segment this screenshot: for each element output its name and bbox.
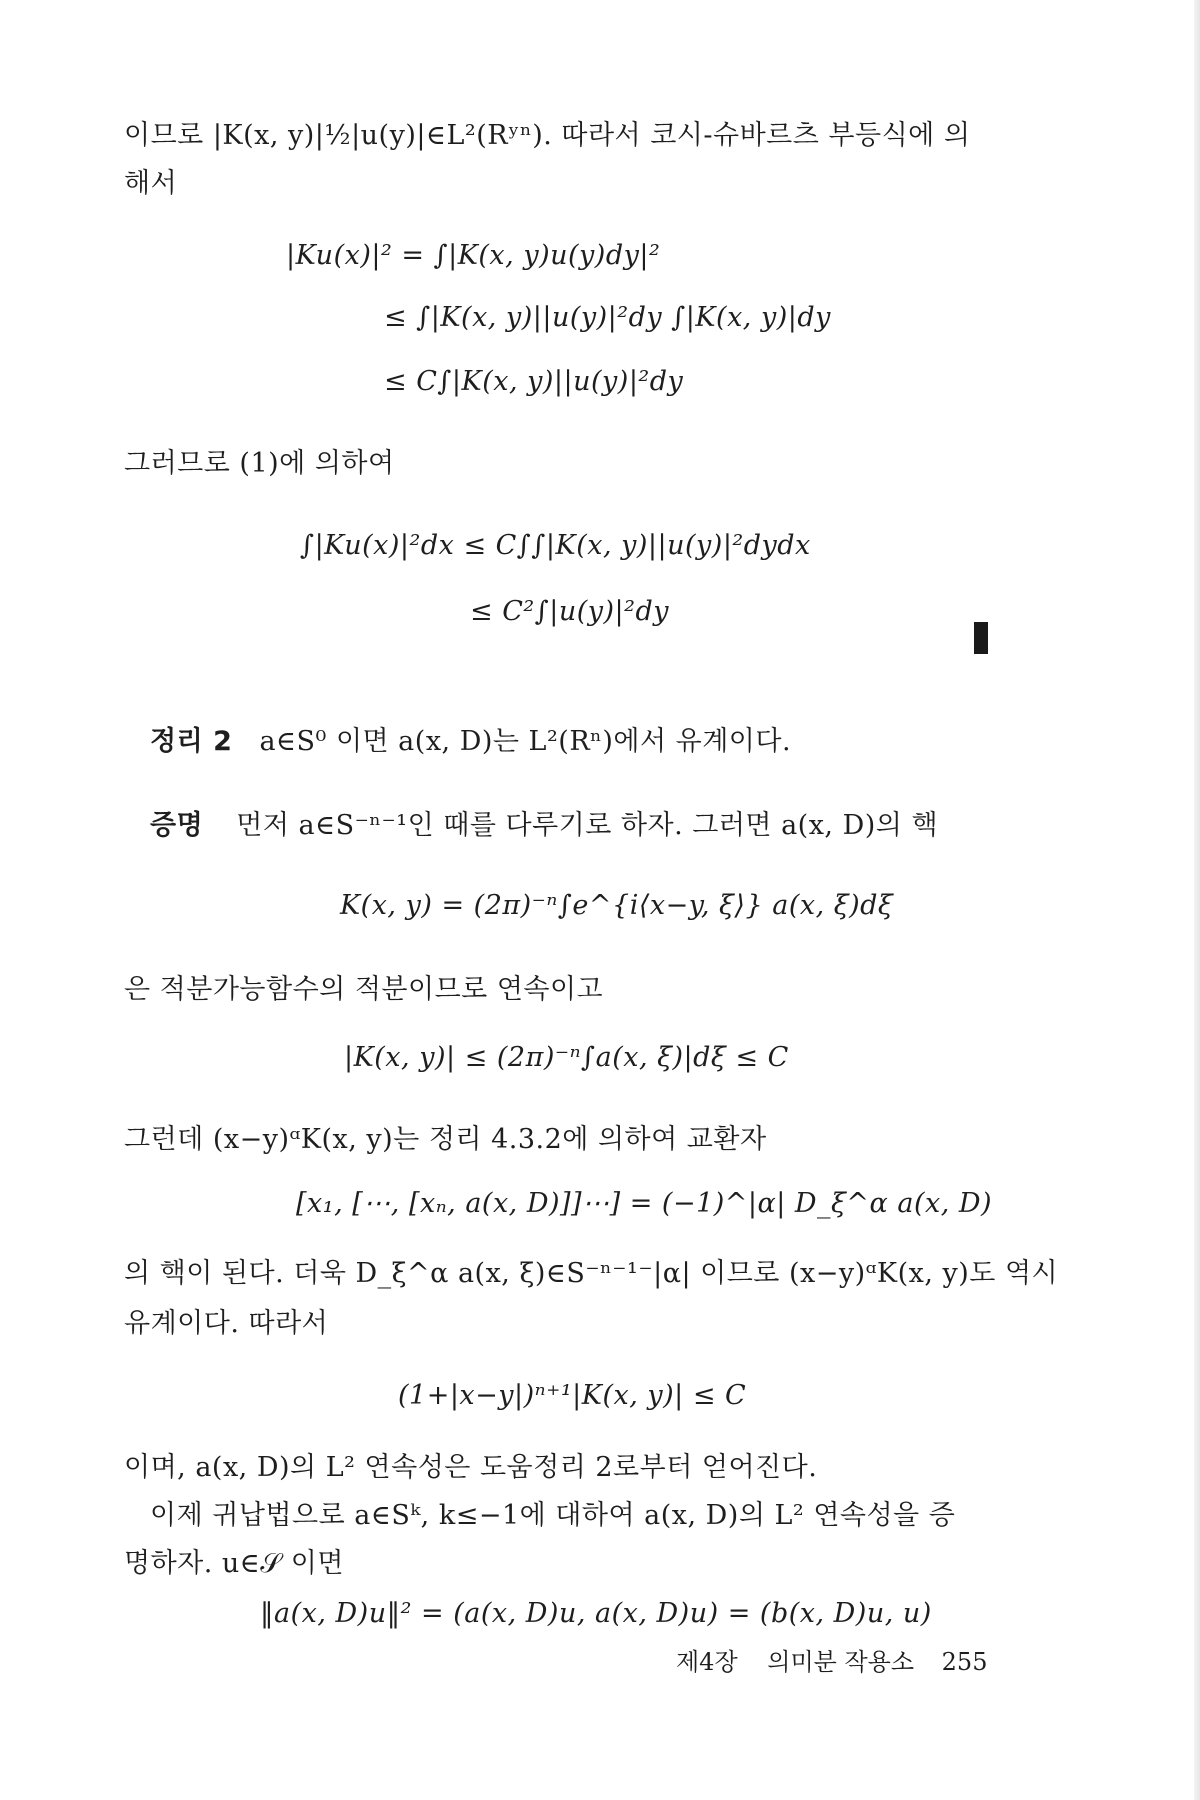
equation-line: ∫|Ku(x)|²dx ≤ C∫∫|K(x, y)||u(y)|²dydx	[300, 530, 811, 561]
equation-line: ‖a(x, D)u‖² = (a(x, D)u, a(x, D)u) = (b(x, D)u, u)	[260, 1598, 932, 1629]
theorem-label: 정리 2	[150, 726, 233, 757]
footer-chapter: 제4장	[676, 1648, 738, 1676]
equation-line: K(x, y) = (2π)⁻ⁿ∫e^{i⟨x−y, ξ⟩} a(x, ξ)dξ	[340, 890, 894, 921]
proof-line	[150, 808, 938, 844]
equation-line: ≤ C²∫|u(y)|²dy	[470, 596, 670, 627]
running-footer	[676, 1646, 987, 1678]
text-line: 그런데 (x−y)ᵅK(x, y)는 정리 4.3.2에 의하여 교환자	[124, 1124, 767, 1155]
equation-line: |Ku(x)|² = ∫|K(x, y)u(y)dy|²	[286, 240, 661, 271]
text-line: 이므로 |K(x, y)|½|u(y)|∈L²(Rʸⁿ). 따라서 코시-슈바르츠 부등식에 의	[124, 120, 971, 151]
equation-line: ≤ C∫|K(x, y)||u(y)|²dy	[384, 366, 684, 397]
text-line: 은 적분가능함수의 적분이므로 연속이고	[124, 974, 604, 1005]
qed-square-icon	[974, 622, 988, 654]
text-line: 이며, a(x, D)의 L² 연속성은 도움정리 2로부터 얻어진다.	[124, 1452, 818, 1483]
text-line: 그러므로 (1)에 의하여	[124, 448, 395, 479]
text-line: 이제 귀납법으로 a∈Sᵏ, k≤−1에 대하여 a(x, D)의 L² 연속성을 증	[150, 1500, 956, 1531]
footer-section-title: 의미분 작용소	[767, 1648, 915, 1676]
proof-label: 증명	[150, 810, 204, 841]
theorem-line	[150, 724, 791, 760]
theorem-statement: a∈S⁰ 이면 a(x, D)는 L²(Rⁿ)에서 유계이다.	[259, 726, 792, 757]
equation-line: ≤ ∫|K(x, y)||u(y)|²dy ∫|K(x, y)|dy	[384, 302, 831, 333]
proof-text: 먼저 a∈S⁻ⁿ⁻¹인 때를 다루기로 하자. 그러면 a(x, D)의 핵	[236, 810, 939, 841]
text-line: 유계이다. 따라서	[124, 1308, 329, 1339]
text-line: 명하자. u∈𝒮 이면	[124, 1548, 344, 1579]
equation-line: [x₁, [⋯, [xₙ, a(x, D)]]⋯] = (−1)^|α| D_ξ^α a(x, D)	[296, 1188, 993, 1219]
text-line: 해서	[124, 168, 178, 199]
page-number: 255	[941, 1648, 988, 1676]
scan-edge-shadow	[1194, 0, 1200, 1800]
equation-line: |K(x, y)| ≤ (2π)⁻ⁿ∫a(x, ξ)|dξ ≤ C	[344, 1042, 789, 1073]
equation-line: (1+|x−y|)ⁿ⁺¹|K(x, y)| ≤ C	[398, 1380, 747, 1411]
text-line: 의 핵이 된다. 더욱 D_ξ^α a(x, ξ)∈S⁻ⁿ⁻¹⁻|α| 이므로 (x−y)ᵅK(x, y)도 역시	[124, 1258, 1059, 1289]
